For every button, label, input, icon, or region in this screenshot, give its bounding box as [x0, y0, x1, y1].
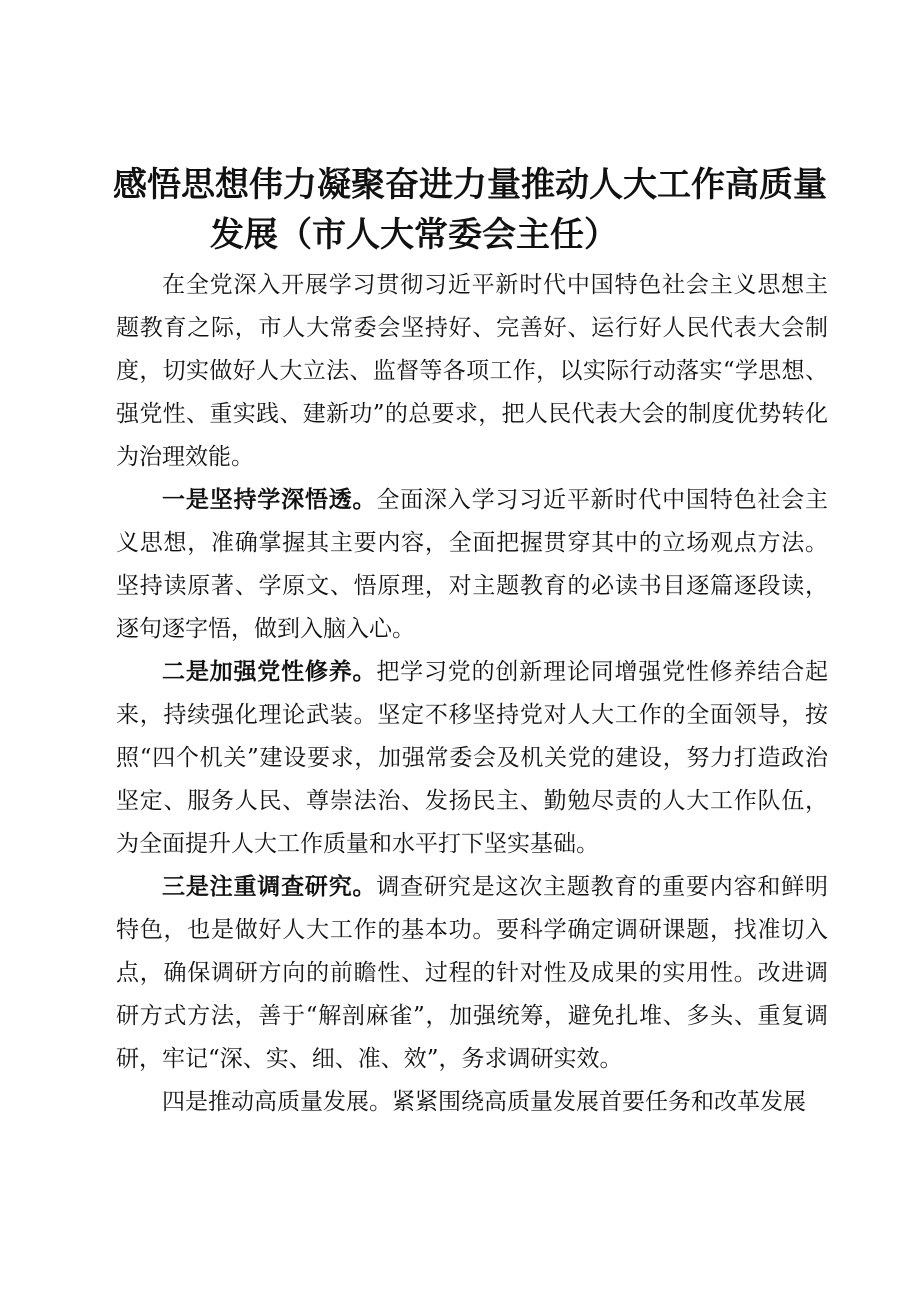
paragraph-text: 全面深入学习习近平新时代中国特色社会主义思想，准确掌握其主要内容，全面把握贯穿其中的立场观点方法。坚持读原著、学原文、悟原理，对主题教育的必读书目逐篇逐段读，逐句逐字悟，做到入脑入心。 — [116, 487, 829, 642]
paragraph-lead: 三是注重调查研究。 — [162, 874, 377, 900]
paragraph-point-4 — [116, 1081, 828, 1124]
paragraph-text: 把学习党的创新理论同增强党性修养结合起来，持续强化理论武装。坚定不移坚持党对人大工作的全面领导，按照“四个机关”建设要求，加强常委会及机关党的建设，努力打造政治坚定、服务人民、尊崇法治、发扬民主、勤勉尽责的人大工作队伍，为全面提升人大工作质量和水平打下坚实基础。 — [116, 659, 829, 857]
paragraph-text: 调查研究是这次主题教育的重要内容和鲜明特色，也是做好人大工作的基本功。要科学确定调研课题，找准切入点，确保调研方向的前瞻性、过程的针对性及成果的实用性。改进调研方式方法，善于“解剖麻雀”，加强统筹，避免扎堆、多头、重复调研，牢记“深、实、细、准、效”，务求调研实效。 — [116, 874, 829, 1072]
paragraph-lead: 二是加强党性修养。 — [162, 659, 377, 685]
paragraph-point-3 — [116, 866, 828, 1081]
paragraph-point-1 — [116, 479, 828, 651]
document-title — [100, 160, 840, 260]
title-line-1: 感悟思想伟力凝聚奋进力量推动人大工作高质量 — [113, 165, 827, 205]
paragraph-text: 在全党深入开展学习贯彻习近平新时代中国特色社会主义思想主题教育之际，市人大常委会坚持好、完善好、运行好人民代表大会制度，切实做好人大立法、监督等各项工作，以实际行动落实“学思想、强党性、重实践、建新功”的总要求，把人民代表大会的制度优势转化为治理效能。 — [116, 272, 828, 470]
document-body — [116, 264, 828, 1124]
paragraph-point-2 — [116, 651, 828, 866]
title-line-2: 发展（市人大常委会主任） — [210, 215, 618, 255]
paragraph-intro — [116, 264, 828, 479]
paragraph-text: 四是推动高质量发展。紧紧围绕高质量发展首要任务和改革发展 — [162, 1089, 806, 1115]
paragraph-lead: 一是坚持学深悟透。 — [162, 487, 377, 513]
